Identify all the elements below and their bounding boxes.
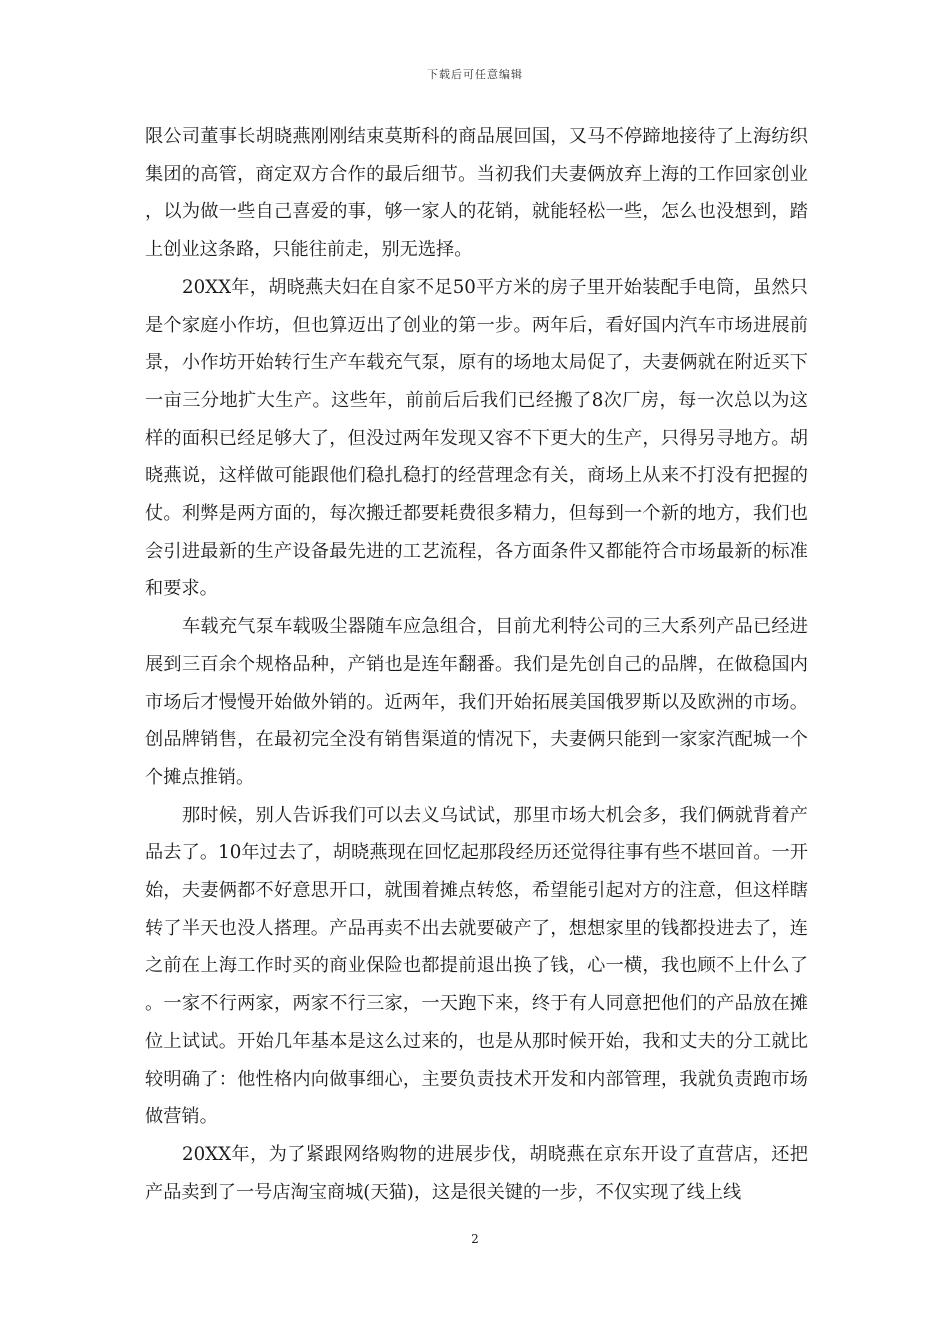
page-number: 2 xyxy=(471,1232,479,1246)
paragraph-continuation: 限公司董事长胡晓燕刚刚结束莫斯科的商品展回国，又马不停蹄地接待了上海纺织集团的高管，商定双方合作的最后细节。当初我们夫妻俩放弃上海的工作回家创业，以为做一些自己喜爱的事，够一家人的花销，就能轻松一些，怎么也没想到，踏上创业这条路，只能往前走，别无选择。 xyxy=(145,126,808,261)
paragraph: 那时候，别人告诉我们可以去义乌试试，那里市场大机会多，我们俩就背着产品去了。10年过去了，胡晓燕现在回忆起那段经历还觉得往事有些不堪回首。一开始，夫妻俩都不好意思开口，就围着摊点转悠，希望能引起对方的注意，但这样瞎转了半天也没人搭理。产品再卖不出去就要破产了，想想家里的钱都投进去了，连之前在上海工作时买的商业保险也都提前退出换了钱，心一横，我也顾不上什么了。一家不行两家，两家不行三家，一天跑下来，终于有人同意把他们的产品放在摊位上试试。开始几年基本是这么过来的，也是从那时候开始，我和丈夫的分工就比较明确了：他性格内向做事细心，主要负责技术开发和内部管理，我就负责跑市场做营销。 xyxy=(145,804,808,1128)
page-header: 下载后可任意编辑 xyxy=(427,68,523,81)
paragraph: 20XX年，胡晓燕夫妇在自家不足50平方米的房子里开始装配手电筒，虽然只是个家庭小作坊，但也算迈出了创业的第一步。两年后，看好国内汽车市场进展前景，小作坊开始转行生产车载充气泵，原有的场地太局促了，夫妻俩就在附近买下一亩三分地扩大生产。这些年，前前后后我们已经搬了8次厂房，每一次总以为这样的面积已经足够大了，但没过两年发现又容不下更大的生产，只得另寻地方。胡晓燕说，这样做可能跟他们稳扎稳打的经营理念有关，商场上从来不打没有把握的仗。利弊是两方面的，每次搬迁都要耗费很多精力，但每到一个新的地方，我们也会引进最新的生产设备最先进的工艺流程，各方面条件又都能符合市场最新的标准和要求。 xyxy=(145,276,808,600)
paragraph: 20XX年，为了紧跟网络购物的进展步伐，胡晓燕在京东开设了直营店，还把产品卖到了一号店淘宝商城(天猫)，这是很关键的一步，不仅实现了线上线 xyxy=(145,1143,808,1203)
document-body xyxy=(145,118,808,1211)
paragraph: 车载充气泵车载吸尘器随车应急组合，目前尤利特公司的三大系列产品已经进展到三百余个规格品种，产销也是连年翻番。我们是先创自己的品牌，在做稳国内市场后才慢慢开始做外销的。近两年，我们开始拓展美国俄罗斯以及欧洲的市场。创品牌销售，在最初完全没有销售渠道的情况下，夫妻俩只能到一家家汽配城一个个摊点推销。 xyxy=(145,616,808,788)
